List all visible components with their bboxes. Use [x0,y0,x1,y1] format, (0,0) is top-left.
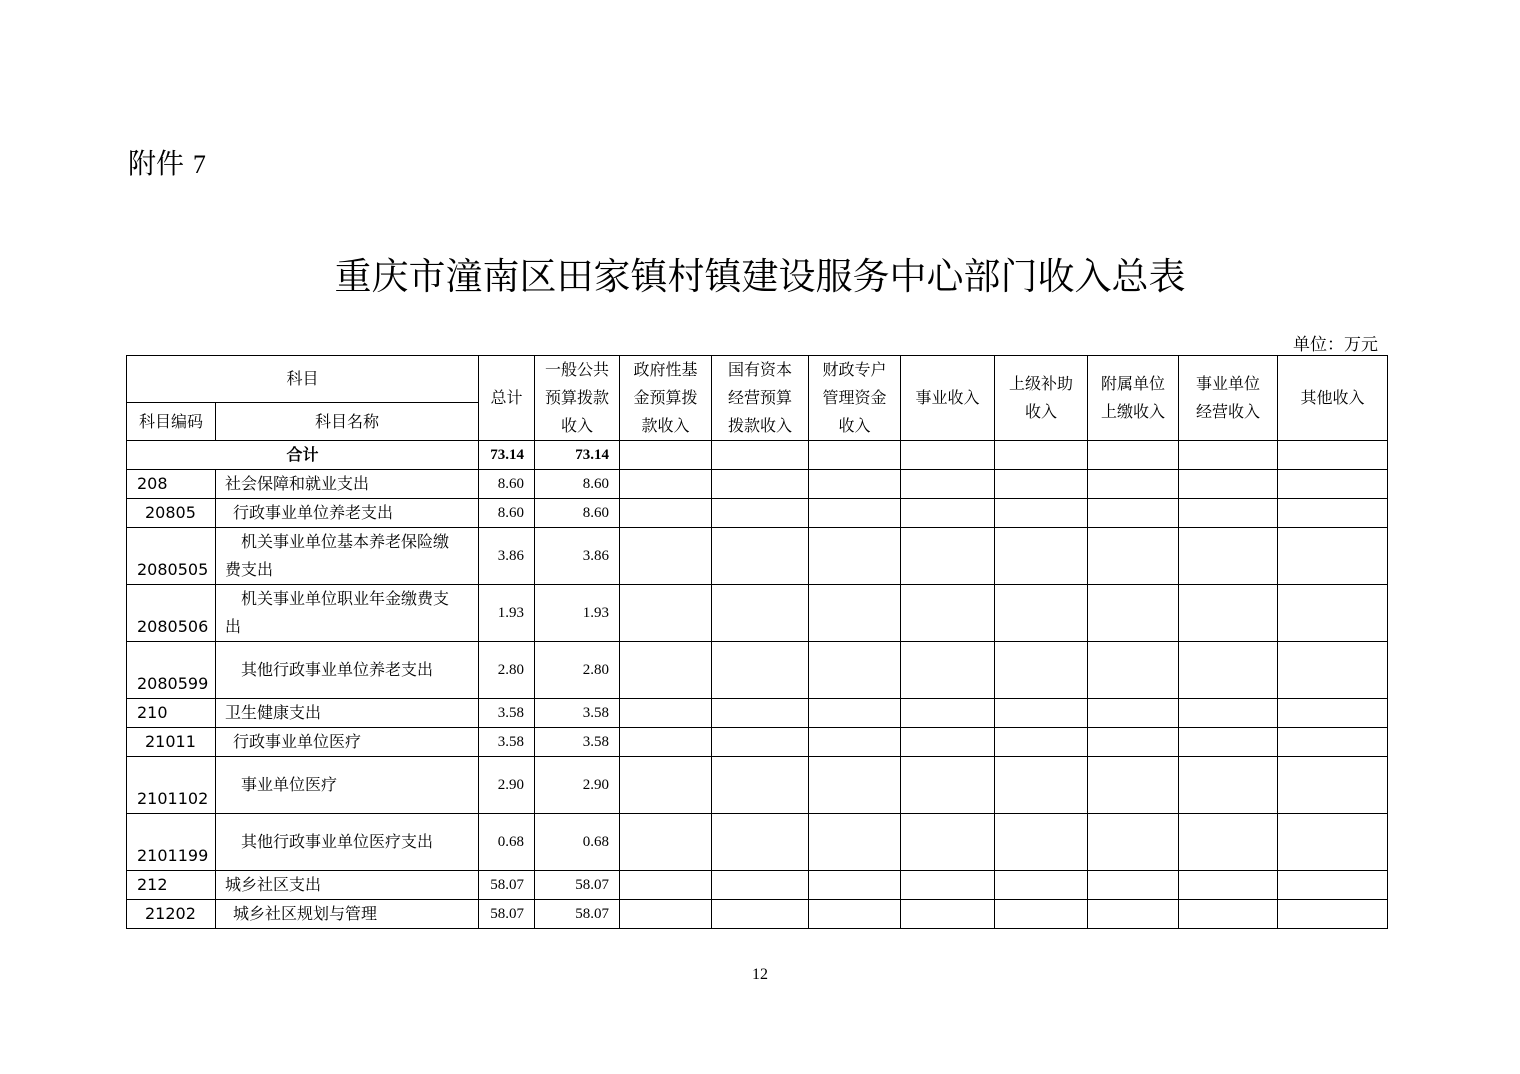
header-gov-fund: 政府性基 金预算拨 款收入 [620,356,712,441]
row-general: 8.60 [535,499,620,528]
total-row [127,441,1388,470]
row-general: 2.90 [535,757,620,814]
header-superior-subsidy: 上级补助 收入 [995,356,1088,441]
row-general: 3.58 [535,728,620,757]
unit-label: 单位：万元 [1293,335,1378,355]
row-total: 2.90 [479,757,535,814]
row-code: 2080599 [127,642,216,699]
row-total: 3.86 [479,528,535,585]
row-total: 2.80 [479,642,535,699]
row-general: 1.93 [535,585,620,642]
row-code: 208 [127,470,216,499]
row-general: 3.86 [535,528,620,585]
row-code: 2101199 [127,814,216,871]
row-name: 城乡社区支出 [216,871,479,900]
income-table [126,355,1388,929]
header-other-income: 其他收入 [1278,356,1388,441]
row-code: 21202 [127,900,216,929]
header-business-operation: 事业单位 经营收入 [1179,356,1278,441]
row-name: 其他行政事业单位养老支出 [216,642,479,699]
row-name: 机关事业单位基本养老保险缴 费支出 [216,528,479,585]
row-total: 58.07 [479,871,535,900]
header-state-capital: 国有资本 经营预算 拨款收入 [712,356,809,441]
header-affiliated-unit: 附属单位 上缴收入 [1088,356,1179,441]
row-code: 212 [127,871,216,900]
row-total: 3.58 [479,728,535,757]
row-name: 机关事业单位职业年金缴费支 出 [216,585,479,642]
row-code: 2080505 [127,528,216,585]
row-code: 2080506 [127,585,216,642]
header-fiscal-special: 财政专户 管理资金 收入 [809,356,901,441]
row-general: 3.58 [535,699,620,728]
general-value: 73.14 [535,441,620,470]
table-row [127,585,1388,642]
page-title: 重庆市潼南区田家镇村镇建设服务中心部门收入总表 [334,255,1186,298]
attachment-number: 7 [192,150,206,179]
row-total: 1.93 [479,585,535,642]
row-code: 2101102 [127,757,216,814]
row-total: 8.60 [479,499,535,528]
row-total: 0.68 [479,814,535,871]
table-row [127,814,1388,871]
header-name: 科目名称 [216,403,479,441]
row-general: 58.07 [535,871,620,900]
row-general: 58.07 [535,900,620,929]
table-row [127,499,1388,528]
row-name: 卫生健康支出 [216,699,479,728]
header-general-budget: 一般公共 预算拨款 收入 [535,356,620,441]
header-total: 总计 [479,356,535,441]
row-general: 2.80 [535,642,620,699]
total-label: 合计 [127,441,479,470]
row-total: 3.58 [479,699,535,728]
row-total: 58.07 [479,900,535,929]
row-code: 20805 [127,499,216,528]
row-name: 社会保障和就业支出 [216,470,479,499]
table-row [127,757,1388,814]
row-general: 8.60 [535,470,620,499]
table-row [127,642,1388,699]
attachment-prefix: 附件 [128,147,185,180]
table-row [127,900,1388,929]
table-row [127,871,1388,900]
row-name: 行政事业单位医疗 [216,728,479,757]
header-subject: 科目 [127,356,479,403]
row-name: 行政事业单位养老支出 [216,499,479,528]
row-code: 210 [127,699,216,728]
table-row [127,528,1388,585]
row-general: 0.68 [535,814,620,871]
header-business-income: 事业收入 [901,356,995,441]
table-row [127,470,1388,499]
page-number: 12 [752,966,768,983]
table-row [127,728,1388,757]
total-value: 73.14 [479,441,535,470]
row-name: 其他行政事业单位医疗支出 [216,814,479,871]
row-code: 21011 [127,728,216,757]
row-name: 城乡社区规划与管理 [216,900,479,929]
table-row [127,699,1388,728]
row-name: 事业单位医疗 [216,757,479,814]
header-code: 科目编码 [127,403,216,441]
attachment-label [128,142,206,182]
row-total: 8.60 [479,470,535,499]
